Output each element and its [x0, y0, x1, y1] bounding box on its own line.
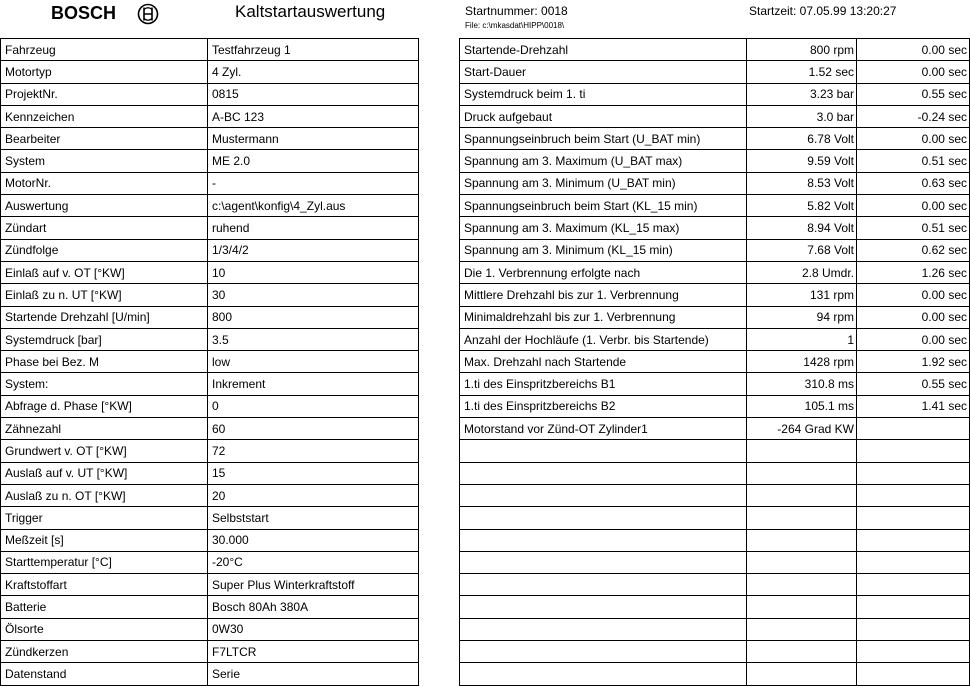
parameter-label: Starttemperatur [°C]	[1, 551, 208, 573]
table-row	[1, 529, 419, 551]
result-time	[857, 663, 970, 685]
table-row	[1, 128, 419, 150]
result-time	[857, 440, 970, 462]
result-label: Systemdruck beim 1. ti	[460, 83, 747, 105]
table-row	[460, 440, 970, 462]
parameter-value: 0W30	[208, 618, 419, 640]
result-label: Druck aufgebaut	[460, 105, 747, 127]
result-value: 8.94 Volt	[747, 217, 857, 239]
table-row	[1, 150, 419, 172]
parameter-label: Ölsorte	[1, 618, 208, 640]
result-label: Minimaldrehzahl bis zur 1. Verbrennung	[460, 306, 747, 328]
result-time: 0.00 sec	[857, 306, 970, 328]
start-time: Startzeit: 07.05.99 13:20:27	[749, 4, 897, 18]
result-value: 5.82 Volt	[747, 195, 857, 217]
result-time	[857, 596, 970, 618]
bosch-armature-icon	[137, 3, 159, 25]
parameter-label: Batterie	[1, 596, 208, 618]
table-row	[460, 395, 970, 417]
result-time: 0.63 sec	[857, 172, 970, 194]
parameter-label: Zündfolge	[1, 239, 208, 261]
table-row	[1, 328, 419, 350]
result-value: 1428 rpm	[747, 351, 857, 373]
table-row	[1, 507, 419, 529]
parameter-value: Testfahrzeug 1	[208, 39, 419, 61]
table-row	[460, 239, 970, 261]
table-row	[1, 306, 419, 328]
result-value	[747, 551, 857, 573]
table-row	[460, 462, 970, 484]
page-title: Kaltstartauswertung	[235, 2, 386, 21]
result-time: 0.00 sec	[857, 195, 970, 217]
result-time: 1.92 sec	[857, 351, 970, 373]
table-row	[460, 61, 970, 83]
result-time	[857, 484, 970, 506]
start-number: Startnummer: 0018	[465, 4, 568, 18]
parameter-value: Mustermann	[208, 128, 419, 150]
parameter-value: ruhend	[208, 217, 419, 239]
parameter-label: Meßzeit [s]	[1, 529, 208, 551]
parameter-label: Fahrzeug	[1, 39, 208, 61]
result-value	[747, 663, 857, 685]
parameter-value: 4 Zyl.	[208, 61, 419, 83]
result-value	[747, 641, 857, 663]
result-value: 3.23 bar	[747, 83, 857, 105]
result-label	[460, 618, 747, 640]
file-path: File: c:\mkasdat\HIPP\0018\	[465, 21, 565, 30]
result-time: 0.55 sec	[857, 373, 970, 395]
result-label	[460, 440, 747, 462]
parameter-value: Bosch 80Ah 380A	[208, 596, 419, 618]
table-row	[1, 61, 419, 83]
table-row	[1, 551, 419, 573]
result-time: 0.55 sec	[857, 83, 970, 105]
result-label	[460, 596, 747, 618]
parameter-label: Startende Drehzahl [U/min]	[1, 306, 208, 328]
result-time: 1.26 sec	[857, 261, 970, 283]
parameter-value: 30.000	[208, 529, 419, 551]
report-header	[0, 0, 970, 38]
result-value: 131 rpm	[747, 284, 857, 306]
result-value: 3.0 bar	[747, 105, 857, 127]
result-time	[857, 574, 970, 596]
parameter-value: Selbststart	[208, 507, 419, 529]
result-label	[460, 462, 747, 484]
result-time: 0.00 sec	[857, 128, 970, 150]
parameter-value: 10	[208, 261, 419, 283]
result-label: Mittlere Drehzahl bis zur 1. Verbrennung	[460, 284, 747, 306]
table-row	[1, 418, 419, 440]
parameter-label: Trigger	[1, 507, 208, 529]
table-row	[460, 418, 970, 440]
parameter-value: low	[208, 351, 419, 373]
table-row	[1, 284, 419, 306]
table-row	[1, 105, 419, 127]
table-row	[1, 83, 419, 105]
result-time: 0.00 sec	[857, 39, 970, 61]
start-results-table	[459, 38, 970, 686]
result-value: -264 Grad KW	[747, 418, 857, 440]
table-row	[460, 328, 970, 350]
result-label: 1.ti des Einspritzbereichs B2	[460, 395, 747, 417]
table-row	[460, 128, 970, 150]
parameter-value: 0	[208, 395, 419, 417]
result-value	[747, 484, 857, 506]
result-value	[747, 618, 857, 640]
table-row	[460, 105, 970, 127]
result-value: 1.52 sec	[747, 61, 857, 83]
parameter-value: 0815	[208, 83, 419, 105]
parameter-label: System:	[1, 373, 208, 395]
result-time: 0.00 sec	[857, 284, 970, 306]
result-value: 6.78 Volt	[747, 128, 857, 150]
table-row	[460, 641, 970, 663]
parameter-label: MotorNr.	[1, 172, 208, 194]
table-row	[460, 551, 970, 573]
table-row	[460, 306, 970, 328]
table-row	[460, 217, 970, 239]
parameter-value: 15	[208, 462, 419, 484]
result-time: 0.62 sec	[857, 239, 970, 261]
parameter-label: Abfrage d. Phase [°KW]	[1, 395, 208, 417]
result-label: Start-Dauer	[460, 61, 747, 83]
parameter-value: 1/3/4/2	[208, 239, 419, 261]
result-time	[857, 618, 970, 640]
parameter-value: F7LTCR	[208, 641, 419, 663]
parameter-label: ProjektNr.	[1, 83, 208, 105]
result-label: Motorstand vor Zünd-OT Zylinder1	[460, 418, 747, 440]
parameter-label: Einlaß zu n. UT [°KW]	[1, 284, 208, 306]
parameter-value: 3.5	[208, 328, 419, 350]
table-row	[1, 217, 419, 239]
result-value: 105.1 ms	[747, 395, 857, 417]
result-label: Spannung am 3. Maximum (U_BAT max)	[460, 150, 747, 172]
result-time: -0.24 sec	[857, 105, 970, 127]
result-label	[460, 484, 747, 506]
result-time: 0.00 sec	[857, 328, 970, 350]
table-row	[1, 373, 419, 395]
table-row	[1, 440, 419, 462]
result-label: Spannung am 3. Minimum (U_BAT min)	[460, 172, 747, 194]
table-row	[1, 641, 419, 663]
parameter-value: Serie	[208, 663, 419, 685]
result-label: Spannungseinbruch beim Start (KL_15 min)	[460, 195, 747, 217]
parameter-value: 20	[208, 484, 419, 506]
result-label	[460, 641, 747, 663]
result-label: Spannung am 3. Minimum (KL_15 min)	[460, 239, 747, 261]
result-value	[747, 529, 857, 551]
parameter-label: Zündkerzen	[1, 641, 208, 663]
parameter-value: 60	[208, 418, 419, 440]
parameter-value: A-BC 123	[208, 105, 419, 127]
result-value: 8.53 Volt	[747, 172, 857, 194]
vehicle-parameters-table	[0, 38, 419, 686]
table-row	[1, 574, 419, 596]
result-time: 0.51 sec	[857, 150, 970, 172]
result-time	[857, 462, 970, 484]
parameter-label: Motortyp	[1, 61, 208, 83]
table-row	[1, 395, 419, 417]
table-row	[1, 351, 419, 373]
parameter-label: Kennzeichen	[1, 105, 208, 127]
result-time: 0.00 sec	[857, 61, 970, 83]
table-row	[460, 373, 970, 395]
result-time	[857, 551, 970, 573]
parameter-value: 72	[208, 440, 419, 462]
parameter-label: Auswertung	[1, 195, 208, 217]
result-label	[460, 663, 747, 685]
table-row	[460, 150, 970, 172]
bosch-logo: BOSCH	[51, 3, 117, 23]
table-row	[1, 195, 419, 217]
result-label: Max. Drehzahl nach Startende	[460, 351, 747, 373]
result-time	[857, 641, 970, 663]
result-label	[460, 507, 747, 529]
parameter-label: Einlaß auf v. OT [°KW]	[1, 261, 208, 283]
table-row	[1, 462, 419, 484]
result-time: 1.41 sec	[857, 395, 970, 417]
parameter-label: Auslaß auf v. UT [°KW]	[1, 462, 208, 484]
table-row	[460, 507, 970, 529]
result-value: 9.59 Volt	[747, 150, 857, 172]
parameter-value: Inkrement	[208, 373, 419, 395]
parameter-label: Datenstand	[1, 663, 208, 685]
parameter-label: Bearbeiter	[1, 128, 208, 150]
table-row	[1, 484, 419, 506]
result-value: 1	[747, 328, 857, 350]
result-label: Spannungseinbruch beim Start (U_BAT min)	[460, 128, 747, 150]
result-value	[747, 462, 857, 484]
result-value	[747, 507, 857, 529]
parameter-label: Auslaß zu n. OT [°KW]	[1, 484, 208, 506]
table-row	[460, 596, 970, 618]
result-label	[460, 551, 747, 573]
result-value: 94 rpm	[747, 306, 857, 328]
result-value: 7.68 Volt	[747, 239, 857, 261]
table-row	[460, 484, 970, 506]
parameter-label: System	[1, 150, 208, 172]
parameter-label: Grundwert v. OT [°KW]	[1, 440, 208, 462]
result-time	[857, 529, 970, 551]
table-row	[1, 261, 419, 283]
table-row	[460, 172, 970, 194]
result-value: 800 rpm	[747, 39, 857, 61]
table-row	[1, 663, 419, 685]
table-row	[460, 529, 970, 551]
parameter-label: Kraftstoffart	[1, 574, 208, 596]
table-row	[460, 284, 970, 306]
parameter-value: 30	[208, 284, 419, 306]
table-row	[1, 618, 419, 640]
result-label: 1.ti des Einspritzbereichs B1	[460, 373, 747, 395]
table-row	[1, 172, 419, 194]
parameter-value: -	[208, 172, 419, 194]
table-row	[1, 596, 419, 618]
result-value: 2.8 Umdr.	[747, 261, 857, 283]
table-row	[460, 663, 970, 685]
result-value: 310.8 ms	[747, 373, 857, 395]
table-row	[1, 39, 419, 61]
parameter-label: Zähnezahl	[1, 418, 208, 440]
table-row	[460, 351, 970, 373]
parameter-value: c:\agent\konfig\4_Zyl.aus	[208, 195, 419, 217]
table-row	[1, 239, 419, 261]
table-row	[460, 574, 970, 596]
result-time	[857, 507, 970, 529]
table-row	[460, 39, 970, 61]
parameter-value: Super Plus Winterkraftstoff	[208, 574, 419, 596]
table-row	[460, 83, 970, 105]
parameter-value: 800	[208, 306, 419, 328]
result-label: Anzahl der Hochläufe (1. Verbr. bis Startende)	[460, 328, 747, 350]
result-label: Startende-Drehzahl	[460, 39, 747, 61]
table-row	[460, 261, 970, 283]
result-value	[747, 574, 857, 596]
result-value	[747, 440, 857, 462]
result-label	[460, 574, 747, 596]
result-label: Die 1. Verbrennung erfolgte nach	[460, 261, 747, 283]
table-row	[460, 195, 970, 217]
parameter-label: Systemdruck [bar]	[1, 328, 208, 350]
result-label	[460, 529, 747, 551]
result-label: Spannung am 3. Maximum (KL_15 max)	[460, 217, 747, 239]
result-time: 0.51 sec	[857, 217, 970, 239]
parameter-value: -20°C	[208, 551, 419, 573]
result-time	[857, 418, 970, 440]
parameter-label: Zündart	[1, 217, 208, 239]
result-value	[747, 596, 857, 618]
parameter-value: ME 2.0	[208, 150, 419, 172]
table-row	[460, 618, 970, 640]
parameter-label: Phase bei Bez. M	[1, 351, 208, 373]
